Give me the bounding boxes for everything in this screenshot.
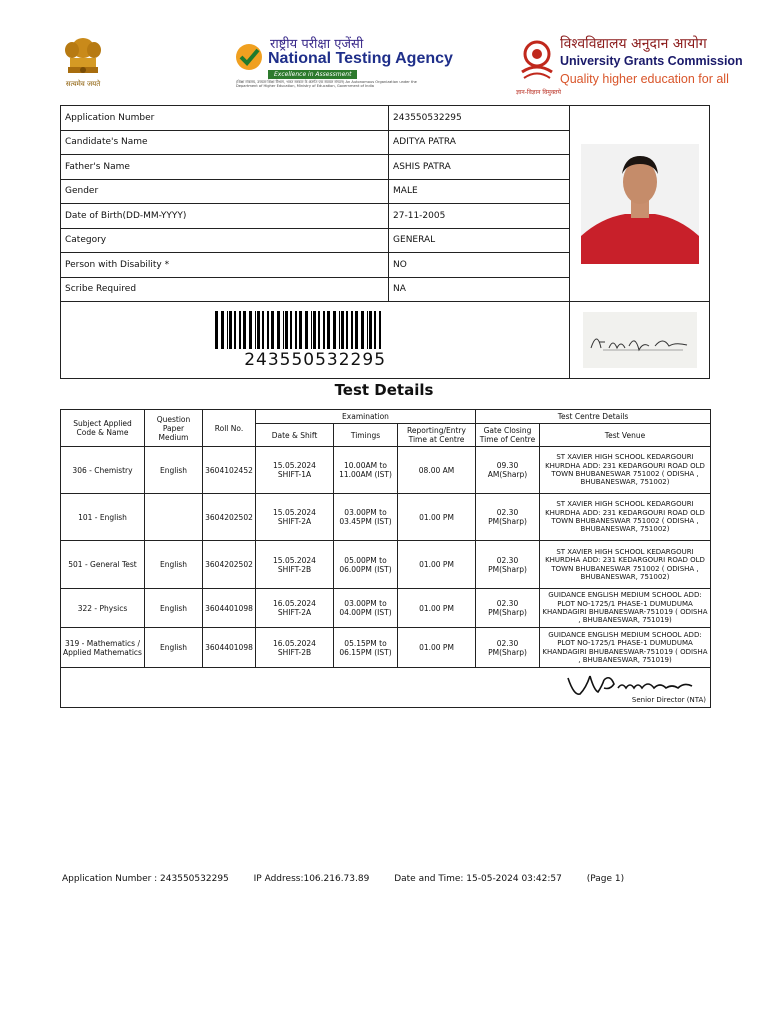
ugc-logo [514, 34, 743, 96]
cell-shift: SHIFT-2A [277, 517, 312, 526]
page-footer [62, 874, 646, 884]
nta-name: National Testing Agency [268, 50, 453, 67]
info-value: ASHIS PATRA [389, 155, 570, 180]
cell-medium [145, 494, 203, 541]
ugc-hindi-name: विश्वविद्यालय अनुदान आयोग [560, 36, 707, 52]
cell-date: 16.05.2024 [273, 599, 316, 608]
cell-date: 15.05.2024 [273, 461, 316, 470]
ugc-caption: ज्ञान-विज्ञान विमुक्तये [516, 89, 562, 96]
cell-date: 16.05.2024 [273, 638, 316, 648]
cell-venue: GUIDANCE ENGLISH MEDIUM SCHOOL ADD: PLOT NO-1725/1 PHASE-1 DUMUDUMA KHANDAGIRI BHUBANESWAR-751019 ( ODISHA , BHUBANESWAR, 751019) [540, 628, 711, 668]
candidate-info-table [60, 105, 710, 379]
cell-gate: 09.30 AM(Sharp) [476, 447, 540, 494]
info-row [61, 106, 710, 131]
cell-reporting: 01.00 PM [398, 494, 476, 541]
cell-date-shift [256, 447, 334, 494]
nta-tagline: Excellence in Assessment [268, 70, 357, 79]
header-date-shift: Date & Shift [256, 424, 334, 447]
table-row [61, 589, 711, 628]
cell-date: 15.05.2024 [273, 508, 316, 517]
nta-subtitle: (शिक्षा मंत्रालय, उच्चतर शिक्षा विभाग, भारत सरकार के अंतर्गत एक स्वायत्त संगठन) An Autonomous Organization under the Department of Higher Education, Ministry of Education, Government of India [236, 80, 417, 88]
cell-date-shift [256, 541, 334, 589]
cell-subject: 501 - General Test [61, 541, 145, 589]
info-label: Person with Disability * [61, 253, 389, 278]
nta-check-icon [234, 42, 264, 72]
info-label: Scribe Required [61, 277, 389, 302]
table-row [61, 447, 711, 494]
table-header-row [61, 410, 711, 424]
cell-shift: SHIFT-2A [277, 608, 312, 617]
candidate-signature [583, 312, 697, 368]
cell-date: 15.05.2024 [273, 555, 316, 565]
header-centre: Test Centre Details [476, 410, 711, 424]
header-roll: Roll No. [203, 410, 256, 447]
nta-logo [232, 34, 453, 94]
nta-hindi-name: राष्ट्रीय परीक्षा एजेंसी [270, 37, 364, 52]
header-gate: Gate Closing Time of Centre [476, 424, 540, 447]
director-signature-cell [61, 668, 711, 708]
cell-shift: SHIFT-2B [277, 564, 312, 574]
barcode-cell [61, 302, 570, 379]
cell-timings: 03.00PM to 03.45PM (IST) [334, 494, 398, 541]
barcode [213, 311, 413, 349]
cell-venue: ST XAVIER HIGH SCHOOL KEDARGOURI KHURDHA ADD: 231 KEDARGOURI ROAD OLD TOWN BHUBANESWAR 751002 ( ODISHA , BHUBANESWAR, 751002) [540, 447, 711, 494]
footer-datetime: Date and Time: 15-05-2024 03:42:57 [394, 874, 562, 884]
cell-date-shift [256, 589, 334, 628]
info-label: Father's Name [61, 155, 389, 180]
table-row [61, 541, 711, 589]
footer-page: (Page 1) [586, 874, 625, 884]
cell-timings: 10.00AM to 11.00AM (IST) [334, 447, 398, 494]
cell-date-shift [256, 628, 334, 668]
barcode-number: 243550532295 [244, 350, 387, 370]
header-timings: Timings [334, 424, 398, 447]
page-header [0, 28, 768, 100]
cell-venue: ST XAVIER HIGH SCHOOL KEDARGOURI KHURDHA ADD: 231 KEDARGOURI ROAD OLD TOWN BHUBANESWAR 751002 ( ODISHA , BHUBANESWAR, 751002) [540, 541, 711, 589]
info-label: Candidate's Name [61, 130, 389, 155]
emblem-caption: सत्यमेव जयते [65, 80, 101, 88]
cell-roll: 3604401098 [203, 589, 256, 628]
cell-shift: SHIFT-2B [277, 647, 312, 657]
footer-ip-address: IP Address:106.216.73.89 [253, 874, 370, 884]
test-details-title: Test Details [334, 381, 434, 399]
photo-cell [570, 106, 710, 302]
cell-date-shift [256, 494, 334, 541]
info-value: 243550532295 [389, 106, 570, 131]
cell-timings: 03.00PM to 04.00PM (IST) [334, 589, 398, 628]
signature-row [61, 668, 711, 708]
info-value: NO [389, 253, 570, 278]
cell-roll: 3604202502 [203, 494, 256, 541]
cell-subject: 319 - Mathematics / Applied Mathematics [61, 628, 145, 668]
cell-subject: 101 - English [61, 494, 145, 541]
info-value: GENERAL [389, 228, 570, 253]
info-value: NA [389, 277, 570, 302]
barcode-row [61, 302, 710, 379]
header-examination: Examination [256, 410, 476, 424]
cell-gate: 02.30 PM(Sharp) [476, 628, 540, 668]
cell-reporting: 01.00 PM [398, 589, 476, 628]
cell-venue: ST XAVIER HIGH SCHOOL KEDARGOURI KHURDHA ADD: 231 KEDARGOURI ROAD OLD TOWN BHUBANESWAR 751002 ( ODISHA , BHUBANESWAR, 751002) [540, 494, 711, 541]
ugc-emblem-icon [518, 38, 556, 84]
info-value: MALE [389, 179, 570, 204]
cell-roll: 3604401098 [203, 628, 256, 668]
info-label: Application Number [61, 106, 389, 131]
header-medium: Question Paper Medium [145, 410, 203, 447]
cell-gate: 02.30 PM(Sharp) [476, 589, 540, 628]
cell-medium: English [145, 447, 203, 494]
cell-gate: 02.30 PM(Sharp) [476, 541, 540, 589]
ugc-tagline: Quality higher education for all [560, 72, 729, 86]
info-value: ADITYA PATRA [389, 130, 570, 155]
header-subject: Subject Applied Code & Name [61, 410, 145, 447]
cell-venue: GUIDANCE ENGLISH MEDIUM SCHOOL ADD: PLOT NO-1725/1 PHASE-1 DUMUDUMA KHANDAGIRI BHUBANESWAR-751019 ( ODISHA , BHUBANESWAR, 751019) [540, 589, 711, 628]
cell-medium: English [145, 541, 203, 589]
table-row [61, 628, 711, 668]
cell-reporting: 01.00 PM [398, 541, 476, 589]
cell-timings: 05.15PM to 06.15PM (IST) [334, 628, 398, 668]
cell-timings: 05.00PM to 06.00PM (IST) [334, 541, 398, 589]
cell-reporting: 01.00 PM [398, 628, 476, 668]
cell-gate: 02.30 PM(Sharp) [476, 494, 540, 541]
cell-roll: 3604202502 [203, 541, 256, 589]
ugc-name: University Grants Commission [560, 54, 743, 68]
cell-roll: 3604102452 [203, 447, 256, 494]
info-value: 27-11-2005 [389, 204, 570, 229]
info-label: Category [61, 228, 389, 253]
cell-reporting: 08.00 AM [398, 447, 476, 494]
header-reporting: Reporting/Entry Time at Centre [398, 424, 476, 447]
header-venue: Test Venue [540, 424, 711, 447]
cell-medium: English [145, 589, 203, 628]
director-title: Senior Director (NTA) [631, 696, 706, 704]
test-details-table [60, 409, 711, 708]
cell-shift: SHIFT-1A [277, 470, 312, 479]
cell-medium: English [145, 628, 203, 668]
candidate-photo [581, 144, 699, 264]
signature-cell [570, 302, 710, 379]
info-label: Date of Birth(DD-MM-YYYY) [61, 204, 389, 229]
table-row [61, 494, 711, 541]
cell-subject: 322 - Physics [61, 589, 145, 628]
info-label: Gender [61, 179, 389, 204]
footer-application-number: Application Number : 243550532295 [62, 874, 229, 884]
cell-subject: 306 - Chemistry [61, 447, 145, 494]
